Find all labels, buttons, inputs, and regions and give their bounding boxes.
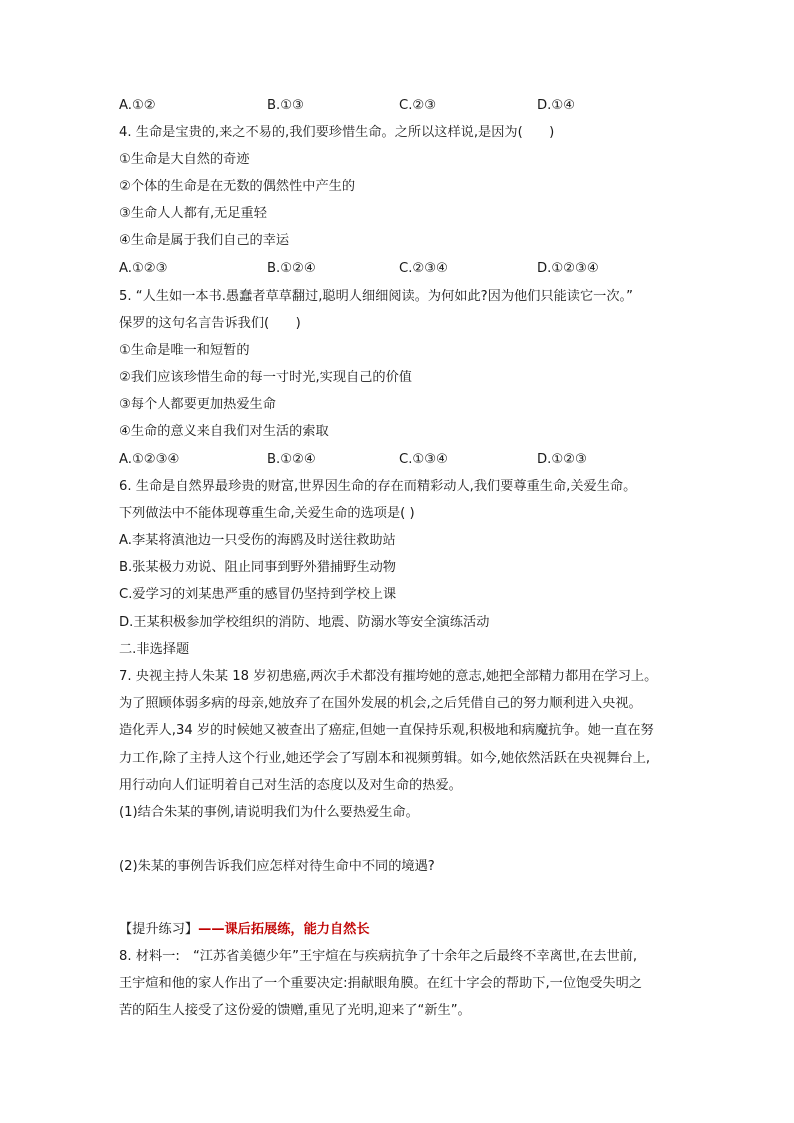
q5-stem-line2: 保罗的这句名言告诉我们( )	[119, 316, 301, 331]
q5-item-1: ①生命是唯一和短暂的	[119, 343, 250, 358]
q3-option-a: A.①②	[119, 98, 156, 113]
q5-option-a: A.①②③④	[119, 452, 180, 467]
q4-item-4: ④生命是属于我们自己的幸运	[119, 233, 290, 248]
q3-option-d: D.①④	[537, 98, 575, 113]
q4-options	[119, 260, 679, 278]
q4-item-3: ③生命人人都有,无足重轻	[119, 206, 267, 221]
q6-choice-c: C.爱学习的刘某患严重的感冒仍坚持到学校上课	[119, 587, 397, 602]
q7-sub-question-1: (1)结合朱某的事例,请说明我们为什么要热爱生命。	[119, 805, 419, 820]
q6-choice-d: D.王某积极参加学校组织的消防、地震、防溺水等安全演练活动	[119, 615, 490, 630]
section-tag: 【提升练习】	[119, 922, 199, 937]
q4-option-c: C.②③④	[399, 261, 448, 276]
q4-option-b: B.①②④	[267, 261, 316, 276]
q3-options	[119, 97, 679, 115]
q4-option-a: A.①②③	[119, 261, 168, 276]
q5-item-3: ③每个人都要更加热爱生命	[119, 397, 276, 412]
q4-item-2: ②个体的生命是在无数的偶然性中产生的	[119, 179, 356, 194]
q5-option-c: C.①③④	[399, 452, 448, 467]
q5-item-2: ②我们应该珍惜生命的每一寸时光,实现自己的价值	[119, 370, 412, 385]
q8-line-2: 王宇煊和他的家人作出了一个重要决定:捐献眼角膜。在红十字会的帮助下,一位饱受失明之	[119, 976, 642, 991]
q5-options	[119, 451, 679, 469]
q4-stem: 4. 生命是宝贵的,来之不易的,我们要珍惜生命。之所以这样说,是因为( )	[119, 125, 555, 140]
q7-line-3: 造化弄人,34 岁的时候她又被查出了癌症,但她一直保持乐观,积极地和病魔抗争。她一直在努	[119, 723, 654, 738]
q6-choice-b: B.张某极力劝说、阻止同事到野外猎捕野生动物	[119, 560, 396, 575]
q5-item-4: ④生命的意义来自我们对生活的索取	[119, 424, 329, 439]
q4-item-1: ①生命是大自然的奇迹	[119, 152, 250, 167]
section-tagline: ——课后拓展练，能力自然长	[198, 922, 370, 937]
q7-line-1: 7. 央视主持人朱某 18 岁初患癌,两次手术都没有摧垮她的意志,她把全部精力都用在学习上。	[119, 669, 658, 684]
q7-sub-question-2: (2)朱某的事例告诉我们应怎样对待生命中不同的境遇?	[119, 859, 435, 874]
q7-line-5: 用行动向人们证明着自己对生活的态度以及对生命的热爱。	[119, 778, 462, 793]
q3-option-b: B.①③	[267, 98, 304, 113]
q6-stem-line1: 6. 生命是自然界最珍贵的财富,世界因生命的存在而精彩动人,我们要尊重生命,关爱生命。	[119, 479, 637, 494]
q7-line-2: 为了照顾体弱多病的母亲,她放弃了在国外发展的机会,之后凭借自己的努力顺利进入央视。	[119, 696, 642, 711]
section-heading-extension	[119, 921, 370, 939]
q5-option-b: B.①②④	[267, 452, 316, 467]
q3-option-c: C.②③	[399, 98, 437, 113]
q6-stem-line2: 下列做法中不能体现尊重生命,关爱生命的选项是( )	[119, 506, 415, 521]
q5-option-d: D.①②③	[537, 452, 587, 467]
q4-option-d: D.①②③④	[537, 261, 599, 276]
q5-stem-line1: 5. “人生如一本书.愚蠢者草草翻过,聪明人细细阅读。为何如此?因为他们只能读它一次。”	[119, 289, 633, 304]
q6-choice-a: A.李某将滇池边一只受伤的海鸥及时送往救助站	[119, 533, 396, 548]
q7-line-4: 力工作,除了主持人这个行业,她还学会了写剧本和视频剪辑。如今,她依然活跃在央视舞台上,	[119, 751, 651, 766]
q8-line-1: 8. 材料一: “江苏省美德少年”王宇煊在与疾病抗争了十余年之后最终不幸离世,在去世前,	[119, 949, 638, 964]
section-heading-nonchoice: 二.非选择题	[119, 642, 190, 657]
q8-line-3: 苦的陌生人接受了这份爱的馈赠,重见了光明,迎来了“新生”。	[119, 1003, 471, 1018]
